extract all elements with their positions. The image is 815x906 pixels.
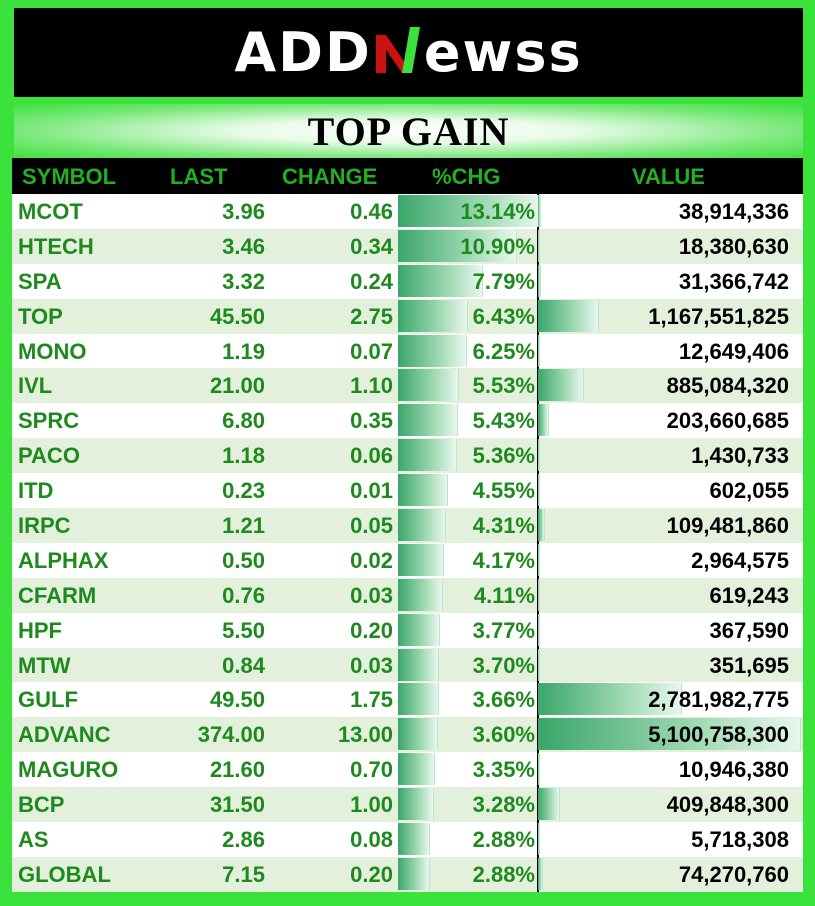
- value-bar: [538, 788, 560, 820]
- pctchg-cell: 5.36%: [472, 443, 535, 469]
- pctchg-cell: 6.43%: [472, 303, 535, 329]
- change-cell: 0.34: [350, 233, 393, 259]
- change-cell: 0.05: [350, 513, 393, 539]
- col-header-change: CHANGE: [282, 164, 378, 189]
- brand-logo: [234, 21, 582, 84]
- change-cell: 0.07: [350, 338, 393, 364]
- title-band: [14, 104, 803, 158]
- symbol-cell: SPRC: [18, 408, 80, 434]
- value-cell: 5,718,308: [691, 827, 789, 853]
- symbol-cell: PACO: [18, 443, 80, 469]
- table-row: [12, 648, 803, 683]
- change-cell: 0.20: [350, 861, 393, 887]
- pct-bar: [398, 265, 483, 297]
- pct-bar: [398, 509, 446, 541]
- value-cell: 1,167,551,825: [648, 303, 789, 329]
- value-cell: 619,243: [709, 582, 789, 608]
- value-bar: [538, 195, 541, 227]
- change-cell: 2.75: [350, 303, 393, 329]
- pctchg-cell: 3.35%: [472, 757, 535, 783]
- pctchg-cell: 3.60%: [472, 722, 535, 748]
- last-cell: 0.84: [222, 652, 265, 678]
- symbol-cell: MCOT: [18, 199, 83, 224]
- logo-n-mark-icon: [372, 23, 424, 77]
- pctchg-cell: 2.88%: [472, 861, 535, 887]
- change-cell: 1.00: [350, 792, 393, 818]
- symbol-cell: BCP: [18, 792, 65, 818]
- pctchg-cell: 4.11%: [473, 582, 535, 608]
- table-body: [12, 194, 803, 892]
- pctchg-cell: 7.79%: [472, 268, 535, 294]
- logo-text-left: ADD: [234, 21, 372, 84]
- last-cell: 3.46: [222, 233, 265, 259]
- value-bar: [538, 439, 540, 471]
- value-cell: 1,430,733: [691, 443, 789, 469]
- value-cell: 12,649,406: [678, 338, 789, 364]
- pctchg-cell: 2.88%: [472, 827, 535, 853]
- last-cell: 1.21: [222, 513, 265, 539]
- col-header-last: LAST: [170, 164, 228, 189]
- value-bar: [538, 369, 584, 401]
- symbol-cell: IRPC: [18, 513, 71, 539]
- value-bar: [538, 614, 540, 646]
- pct-bar: [398, 788, 434, 820]
- pct-bar: [398, 614, 440, 646]
- change-cell: 0.20: [350, 617, 393, 643]
- table-row: [12, 613, 803, 648]
- table-row: [12, 334, 803, 369]
- value-cell: 409,848,300: [666, 792, 789, 818]
- value-cell: 885,084,320: [666, 373, 789, 399]
- gainers-table: [12, 158, 803, 892]
- table-row: [12, 264, 803, 299]
- change-cell: 0.24: [350, 268, 393, 294]
- value-bar: [538, 474, 540, 506]
- pctchg-cell: 13.14%: [460, 199, 535, 224]
- logo-bar: [14, 8, 803, 97]
- last-cell: 6.80: [222, 408, 265, 434]
- value-bar: [538, 823, 540, 855]
- last-cell: 0.76: [222, 582, 265, 608]
- change-cell: 0.03: [350, 652, 393, 678]
- value-cell: 351,695: [709, 652, 789, 678]
- table-row: [12, 438, 803, 473]
- col-header-symbol: SYMBOL: [22, 164, 117, 189]
- pct-bar: [398, 753, 435, 785]
- table-row: [12, 403, 803, 438]
- pctchg-cell: 4.17%: [472, 547, 535, 573]
- change-cell: 0.02: [350, 547, 393, 573]
- symbol-cell: ALPHAX: [18, 547, 109, 573]
- change-cell: 1.10: [350, 373, 393, 399]
- symbol-cell: ADVANC: [18, 722, 111, 748]
- last-cell: 21.60: [209, 757, 265, 783]
- symbol-cell: SPA: [18, 268, 62, 294]
- last-cell: 49.50: [209, 687, 265, 713]
- pctchg-cell: 3.77%: [472, 617, 535, 643]
- value-bar: [538, 265, 541, 297]
- change-cell: 0.08: [350, 827, 393, 853]
- symbol-cell: ITD: [18, 478, 54, 504]
- value-bar: [538, 230, 540, 262]
- symbol-cell: MONO: [18, 338, 87, 364]
- pct-bar: [398, 369, 459, 401]
- table-row: [12, 822, 803, 857]
- value-cell: 203,660,685: [666, 408, 789, 434]
- change-cell: 0.46: [350, 199, 393, 224]
- last-cell: 3.96: [222, 199, 265, 224]
- last-cell: 0.50: [222, 547, 265, 573]
- value-cell: 602,055: [709, 478, 789, 504]
- value-bar: [538, 404, 549, 436]
- pctchg-cell: 3.28%: [472, 792, 535, 818]
- symbol-cell: GULF: [18, 687, 78, 713]
- table-row: [12, 194, 803, 229]
- last-cell: 3.32: [222, 268, 265, 294]
- last-cell: 31.50: [209, 792, 265, 818]
- table-header: [12, 158, 803, 194]
- symbol-cell: TOP: [18, 303, 63, 329]
- value-cell: 367,590: [709, 617, 789, 643]
- table-row: [12, 368, 803, 403]
- table-row: [12, 857, 803, 892]
- table-row: [12, 299, 803, 334]
- table-row: [12, 752, 803, 787]
- table-row: [12, 578, 803, 613]
- value-bar: [538, 544, 540, 576]
- pct-bar: [398, 404, 458, 436]
- table-row: [12, 508, 803, 543]
- pct-bar: [398, 858, 430, 890]
- pct-bar: [398, 649, 439, 681]
- pct-bar: [398, 823, 430, 855]
- symbol-cell: CFARM: [18, 582, 97, 608]
- last-cell: 374.00: [197, 722, 265, 748]
- pctchg-cell: 6.25%: [472, 338, 535, 364]
- table-row: [12, 543, 803, 578]
- col-header-pctchg: %CHG: [432, 164, 501, 189]
- symbol-cell: HTECH: [18, 233, 94, 259]
- last-cell: 0.23: [222, 478, 265, 504]
- change-cell: 0.06: [350, 443, 393, 469]
- symbol-cell: MTW: [18, 652, 71, 678]
- pctchg-cell: 3.70%: [472, 652, 535, 678]
- change-cell: 0.01: [350, 478, 393, 504]
- pct-bar: [398, 474, 448, 506]
- last-cell: 21.00: [209, 373, 265, 399]
- table-row: [12, 229, 803, 264]
- last-cell: 2.86: [222, 827, 265, 853]
- value-bar: [538, 509, 545, 541]
- last-cell: 7.15: [222, 861, 265, 887]
- change-cell: 13.00: [337, 722, 393, 748]
- pctchg-cell: 4.55%: [472, 478, 535, 504]
- symbol-cell: AS: [18, 827, 49, 853]
- value-bar: [538, 753, 540, 785]
- change-cell: 0.03: [350, 582, 393, 608]
- value-cell: 18,380,630: [678, 233, 789, 259]
- table-row: [12, 717, 803, 752]
- value-cell: 5,100,758,300: [648, 722, 789, 748]
- last-cell: 45.50: [209, 303, 265, 329]
- pct-bar: [398, 683, 439, 715]
- pct-bar: [398, 439, 457, 471]
- value-cell: 10,946,380: [678, 757, 789, 783]
- pct-bar: [398, 300, 468, 332]
- value-bar: [538, 335, 540, 367]
- pctchg-cell: 3.66%: [472, 687, 535, 713]
- value-cell: 2,781,982,775: [648, 687, 789, 713]
- last-cell: 1.19: [222, 338, 265, 364]
- page-title: TOP GAIN: [307, 108, 510, 154]
- table-row: [12, 787, 803, 822]
- value-cell: 38,914,336: [678, 199, 789, 224]
- value-cell: 2,964,575: [691, 547, 789, 573]
- symbol-cell: IVL: [18, 373, 53, 399]
- pctchg-cell: 5.53%: [472, 373, 535, 399]
- change-cell: 0.35: [350, 408, 393, 434]
- last-cell: 5.50: [222, 617, 265, 643]
- pct-bar: [398, 718, 438, 750]
- pct-bar: [398, 335, 467, 367]
- value-cell: 74,270,760: [678, 861, 789, 887]
- logo-text-right: ewss: [423, 21, 583, 84]
- last-cell: 1.18: [222, 443, 265, 469]
- pct-bar: [398, 544, 444, 576]
- value-bar: [538, 579, 540, 611]
- col-header-value: VALUE: [632, 164, 705, 189]
- symbol-cell: HPF: [18, 617, 62, 643]
- symbol-cell: MAGURO: [18, 757, 119, 783]
- value-cell: 109,481,860: [666, 513, 789, 539]
- pctchg-cell: 4.31%: [472, 513, 535, 539]
- pct-bar: [398, 579, 443, 611]
- value-bar: [538, 649, 540, 681]
- value-bar: [538, 300, 599, 332]
- symbol-cell: GLOBAL: [18, 861, 111, 887]
- value-cell: 31,366,742: [678, 268, 789, 294]
- value-bar: [538, 858, 543, 890]
- change-cell: 0.70: [350, 757, 393, 783]
- pctchg-cell: 5.43%: [472, 408, 535, 434]
- change-cell: 1.75: [350, 687, 393, 713]
- pctchg-cell: 10.90%: [460, 233, 535, 259]
- table-row: [12, 682, 803, 717]
- table-row: [12, 473, 803, 508]
